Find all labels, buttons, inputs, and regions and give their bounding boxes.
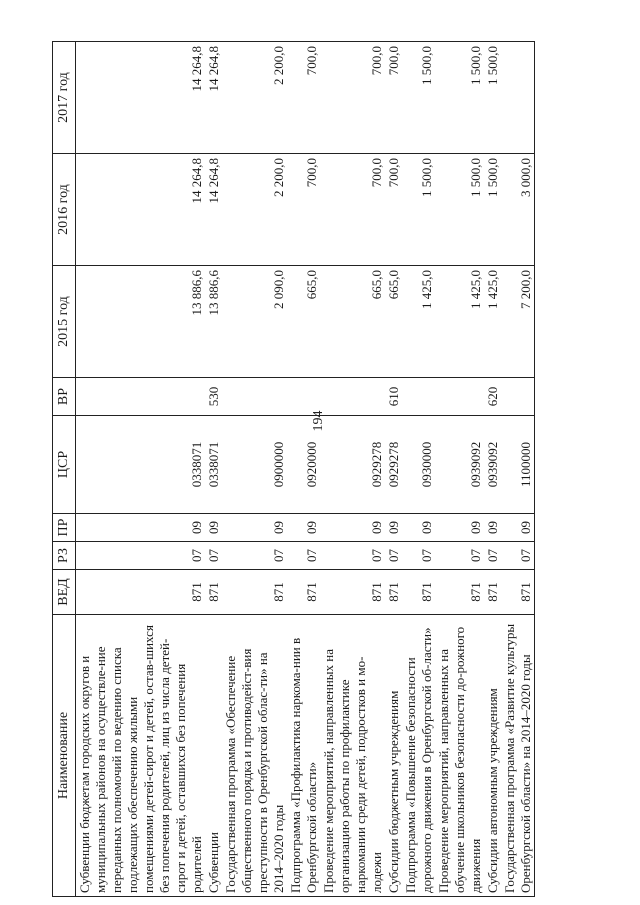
row-2017-cell: 700,0 bbox=[320, 42, 385, 154]
row-2015-cell: 1 425,0 bbox=[402, 266, 435, 378]
row-vr-cell bbox=[402, 378, 435, 416]
row-2016-cell: 14 264,8 bbox=[205, 154, 222, 266]
row-2016-cell: 700,0 bbox=[385, 154, 402, 266]
row-csr-cell: 0338071 bbox=[205, 416, 222, 514]
row-ved-cell: 871 bbox=[287, 570, 320, 615]
table-row bbox=[287, 42, 320, 897]
table-row bbox=[76, 42, 206, 897]
row-name-cell: Государственная программа «Развитие культуры Оренбургской области» на 2014–2020 годы bbox=[501, 615, 535, 897]
budget-table bbox=[52, 41, 535, 897]
col-header-rz: РЗ bbox=[53, 542, 76, 570]
row-pr-cell: 09 bbox=[76, 514, 206, 542]
row-2017-cell bbox=[501, 42, 535, 154]
row-name-cell: Государственная программа «Обеспечение общественного порядка и противодейст-вия преступности в Оренбургской облас-ти» на 2014–2020 годы bbox=[222, 615, 287, 897]
row-2015-cell: 13 886,6 bbox=[205, 266, 222, 378]
table-row bbox=[435, 42, 484, 897]
col-header-ved: ВЕД bbox=[53, 570, 76, 615]
row-2017-cell: 14 264,8 bbox=[205, 42, 222, 154]
row-rz-cell: 07 bbox=[287, 542, 320, 570]
row-2016-cell: 700,0 bbox=[320, 154, 385, 266]
row-ved-cell: 871 bbox=[501, 570, 535, 615]
row-vr-cell bbox=[287, 378, 320, 416]
row-csr-cell: 0939092 bbox=[435, 416, 484, 514]
row-2016-cell: 14 264,8 bbox=[76, 154, 206, 266]
row-pr-cell: 09 bbox=[205, 514, 222, 542]
row-vr-cell bbox=[76, 378, 206, 416]
row-2017-cell: 14 264,8 bbox=[76, 42, 206, 154]
row-ved-cell: 871 bbox=[320, 570, 385, 615]
row-vr-cell bbox=[222, 378, 287, 416]
row-csr-cell: 0338071 bbox=[76, 416, 206, 514]
row-rz-cell: 07 bbox=[484, 542, 501, 570]
col-header-pr: ПР bbox=[53, 514, 76, 542]
row-rz-cell: 07 bbox=[435, 542, 484, 570]
col-header-2016: 2016 год bbox=[53, 154, 76, 266]
row-csr-cell: 0939092 bbox=[484, 416, 501, 514]
row-ved-cell: 871 bbox=[205, 570, 222, 615]
table-row bbox=[484, 42, 501, 897]
row-ved-cell: 871 bbox=[435, 570, 484, 615]
row-ved-cell: 871 bbox=[484, 570, 501, 615]
row-2016-cell: 1 500,0 bbox=[484, 154, 501, 266]
row-name-cell: Подпрограмма «Повышение безопасности дорожного движения в Оренбургской об-ласти» bbox=[402, 615, 435, 897]
row-2015-cell: 1 425,0 bbox=[484, 266, 501, 378]
row-ved-cell: 871 bbox=[402, 570, 435, 615]
page-number: 194 bbox=[311, 410, 326, 432]
row-2017-cell: 1 500,0 bbox=[435, 42, 484, 154]
row-rz-cell: 07 bbox=[385, 542, 402, 570]
row-name-cell: Подпрограмма «Профилактика наркома-нии в Оренбургской области» bbox=[287, 615, 320, 897]
row-2017-cell: 1 500,0 bbox=[402, 42, 435, 154]
row-ved-cell: 871 bbox=[76, 570, 206, 615]
row-rz-cell: 07 bbox=[402, 542, 435, 570]
row-2016-cell: 3 000,0 bbox=[501, 154, 535, 266]
row-2015-cell: 7 200,0 bbox=[501, 266, 535, 378]
row-pr-cell: 09 bbox=[287, 514, 320, 542]
row-2015-cell: 665,0 bbox=[320, 266, 385, 378]
row-vr-cell bbox=[435, 378, 484, 416]
row-name-cell: Субвенции bbox=[205, 615, 222, 897]
row-rz-cell: 07 bbox=[205, 542, 222, 570]
row-rz-cell: 07 bbox=[501, 542, 535, 570]
row-name-cell: Субвенции бюджетам городских округов и муниципальных районов на осуществле-ние переданных полномочий по ведению списка подлежащих обеспечению жилыми помещениями детей-сирот и детей, остав-шихся без попечения родителей, лиц из числа детей-сирот и детей, оставшихся без попечения родителей bbox=[76, 615, 206, 897]
row-pr-cell: 09 bbox=[385, 514, 402, 542]
table-row bbox=[320, 42, 385, 897]
row-csr-cell: 0920000 bbox=[287, 416, 320, 514]
row-vr-cell bbox=[320, 378, 385, 416]
row-csr-cell: 0929278 bbox=[320, 416, 385, 514]
row-rz-cell: 07 bbox=[320, 542, 385, 570]
row-2015-cell: 665,0 bbox=[287, 266, 320, 378]
row-ved-cell: 871 bbox=[385, 570, 402, 615]
row-vr-cell bbox=[501, 378, 535, 416]
row-csr-cell: 0930000 bbox=[402, 416, 435, 514]
row-csr-cell: 1100000 bbox=[501, 416, 535, 514]
row-pr-cell: 09 bbox=[501, 514, 535, 542]
row-pr-cell: 09 bbox=[222, 514, 287, 542]
col-header-vr: ВР bbox=[53, 378, 76, 416]
table-row bbox=[402, 42, 435, 897]
row-pr-cell: 09 bbox=[484, 514, 501, 542]
rotated-page-content bbox=[52, 42, 608, 897]
col-header-csr: ЦСР bbox=[53, 416, 76, 514]
col-header-2017: 2017 год bbox=[53, 42, 76, 154]
col-header-2015: 2015 год bbox=[53, 266, 76, 378]
row-2016-cell: 700,0 bbox=[287, 154, 320, 266]
row-name-cell: Субсидии бюджетным учреждениям bbox=[385, 615, 402, 897]
row-2015-cell: 665,0 bbox=[385, 266, 402, 378]
row-pr-cell: 09 bbox=[435, 514, 484, 542]
row-2015-cell: 1 425,0 bbox=[435, 266, 484, 378]
row-2016-cell: 1 500,0 bbox=[435, 154, 484, 266]
row-pr-cell: 09 bbox=[320, 514, 385, 542]
table-row bbox=[385, 42, 402, 897]
row-name-cell: Проведение мероприятий, направленных на организацию работы по профилактике наркомании среди детей, подростков и мо-лодежи bbox=[320, 615, 385, 897]
table-header-row bbox=[53, 42, 76, 897]
row-name-cell: Субсидии автономным учреждениям bbox=[484, 615, 501, 897]
row-2015-cell: 2 090,0 bbox=[222, 266, 287, 378]
row-2017-cell: 2 200,0 bbox=[222, 42, 287, 154]
row-vr-cell: 610 bbox=[385, 378, 402, 416]
row-rz-cell: 07 bbox=[76, 542, 206, 570]
row-ved-cell: 871 bbox=[222, 570, 287, 615]
table-body bbox=[76, 42, 535, 897]
row-2017-cell: 700,0 bbox=[385, 42, 402, 154]
row-csr-cell: 0900000 bbox=[222, 416, 287, 514]
row-2016-cell: 2 200,0 bbox=[222, 154, 287, 266]
row-rz-cell: 07 bbox=[222, 542, 287, 570]
row-csr-cell: 0929278 bbox=[385, 416, 402, 514]
row-vr-cell: 620 bbox=[484, 378, 501, 416]
table-row bbox=[501, 42, 535, 897]
row-name-cell: Проведение мероприятий, направленных на обучение школьников безопасности до-рожного движения bbox=[435, 615, 484, 897]
table-row bbox=[205, 42, 222, 897]
row-vr-cell: 530 bbox=[205, 378, 222, 416]
row-2017-cell: 700,0 bbox=[287, 42, 320, 154]
row-2016-cell: 1 500,0 bbox=[402, 154, 435, 266]
row-pr-cell: 09 bbox=[402, 514, 435, 542]
row-2017-cell: 1 500,0 bbox=[484, 42, 501, 154]
table-row bbox=[222, 42, 287, 897]
col-header-name: Наименование bbox=[53, 615, 76, 897]
row-2015-cell: 13 886,6 bbox=[76, 266, 206, 378]
